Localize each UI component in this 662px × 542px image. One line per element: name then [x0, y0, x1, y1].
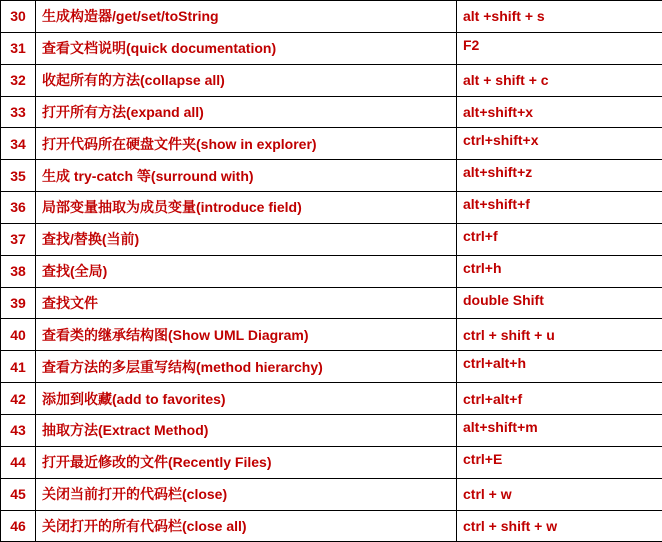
table-row [1, 32, 662, 64]
row-number: 36 [1, 192, 36, 224]
table-row [1, 64, 662, 96]
shortcut-keys: double Shift [463, 291, 544, 308]
row-number: 32 [1, 64, 36, 96]
table-row [1, 510, 662, 542]
shortcut-description: 关闭当前打开的代码栏(close) [36, 478, 457, 510]
table-row [1, 1, 662, 33]
shortcut-key-cell [457, 510, 662, 542]
row-number: 30 [1, 1, 36, 33]
shortcut-key-cell [457, 32, 662, 64]
table-row [1, 383, 662, 415]
row-number: 31 [1, 32, 36, 64]
shortcut-keys: alt+shift+f [463, 196, 530, 213]
shortcut-key-cell [457, 192, 662, 224]
row-number: 45 [1, 478, 36, 510]
shortcut-description: 打开代码所在硬盘文件夹(show in explorer) [36, 128, 457, 160]
shortcut-key-cell [457, 223, 662, 255]
shortcut-description: 查找文件 [36, 287, 457, 319]
shortcut-table-body [1, 1, 662, 542]
shortcut-keys: alt +shift + s [463, 8, 545, 25]
table-row [1, 319, 662, 351]
shortcut-keys: ctrl + shift + w [463, 517, 558, 534]
table-row [1, 192, 662, 224]
row-number: 44 [1, 446, 36, 478]
table-row [1, 128, 662, 160]
shortcut-keys: ctrl + shift + u [463, 326, 555, 343]
shortcut-description: 打开所有方法(expand all) [36, 96, 457, 128]
shortcut-key-cell [457, 255, 662, 287]
row-number: 39 [1, 287, 36, 319]
shortcut-keys: alt+shift+x [463, 103, 534, 120]
shortcut-description: 局部变量抽取为成员变量(introduce field) [36, 192, 457, 224]
shortcut-key-cell [457, 478, 662, 510]
row-number: 38 [1, 255, 36, 287]
table-row [1, 414, 662, 446]
shortcut-key-cell [457, 319, 662, 351]
table-row [1, 478, 662, 510]
shortcut-keys: ctrl+h [463, 259, 502, 276]
shortcut-description: 抽取方法(Extract Method) [36, 414, 457, 446]
shortcut-description: 收起所有的方法(collapse all) [36, 64, 457, 96]
shortcut-key-cell [457, 128, 662, 160]
shortcut-key-cell [457, 160, 662, 192]
shortcut-key-cell [457, 414, 662, 446]
shortcut-key-cell [457, 1, 662, 33]
table-row [1, 255, 662, 287]
table-row [1, 351, 662, 383]
shortcut-key-cell [457, 96, 662, 128]
shortcut-description: 查找(全局) [36, 255, 457, 287]
shortcut-description: 打开最近修改的文件(Recently Files) [36, 446, 457, 478]
row-number: 42 [1, 383, 36, 415]
shortcut-description: 生成 try-catch 等(surround with) [36, 160, 457, 192]
shortcut-keys: F2 [463, 36, 480, 53]
row-number: 43 [1, 414, 36, 446]
shortcut-keys: ctrl+alt+h [463, 355, 527, 372]
shortcut-description: 查看方法的多层重写结构(method hierarchy) [36, 351, 457, 383]
shortcut-keys: ctrl + w [463, 486, 512, 503]
shortcut-key-cell [457, 64, 662, 96]
shortcut-keys: ctrl+alt+f [463, 390, 523, 407]
table-row [1, 160, 662, 192]
shortcut-key-cell [457, 383, 662, 415]
table-row [1, 287, 662, 319]
row-number: 34 [1, 128, 36, 160]
row-number: 33 [1, 96, 36, 128]
table-row [1, 96, 662, 128]
row-number: 46 [1, 510, 36, 542]
shortcut-description: 查找/替换(当前) [36, 223, 457, 255]
shortcut-keys: alt+shift+z [463, 164, 533, 181]
shortcut-keys: ctrl+f [463, 227, 498, 244]
shortcut-keys: alt+shift+m [463, 418, 538, 435]
table-row [1, 446, 662, 478]
row-number: 41 [1, 351, 36, 383]
shortcut-key-cell [457, 351, 662, 383]
shortcut-description: 生成构造器/get/set/toString [36, 1, 457, 33]
shortcut-keys: alt + shift + c [463, 72, 549, 89]
shortcut-keys: ctrl+shift+x [463, 132, 539, 149]
shortcut-key-cell [457, 446, 662, 478]
row-number: 40 [1, 319, 36, 351]
row-number: 37 [1, 223, 36, 255]
table-row [1, 223, 662, 255]
shortcut-keys: ctrl+E [463, 450, 503, 467]
shortcut-description: 关闭打开的所有代码栏(close all) [36, 510, 457, 542]
row-number: 35 [1, 160, 36, 192]
shortcut-key-cell [457, 287, 662, 319]
shortcut-description: 查看类的继承结构图(Show UML Diagram) [36, 319, 457, 351]
shortcut-description: 查看文档说明(quick documentation) [36, 32, 457, 64]
shortcut-description: 添加到收藏(add to favorites) [36, 383, 457, 415]
